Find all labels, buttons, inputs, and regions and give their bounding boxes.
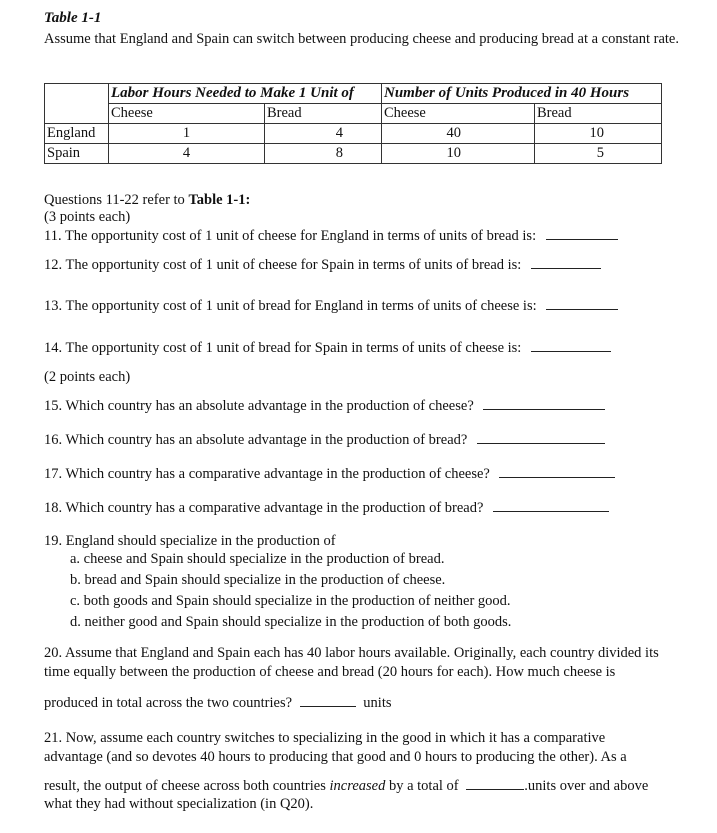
q19-option-d[interactable]: d. neither good and Spain should specialize in the production of both goods. [70, 614, 512, 630]
points-3-note: (3 points each) [44, 209, 131, 225]
answer-blank-14[interactable] [531, 338, 611, 352]
question-21-emphasis: increased [329, 778, 386, 794]
q19-option-a[interactable]: a. cheese and Spain should specialize in the production of bread. [70, 551, 445, 567]
table-row [45, 124, 662, 144]
cell-spain-bread-hours: 8 [265, 144, 382, 164]
col-header-bread-units: Bread [535, 104, 662, 124]
question-13-text: 13. The opportunity cost of 1 unit of bread for England in terms of units of cheese is: [44, 298, 537, 314]
question-15-text: 15. Which country has an absolute advantage in the production of cheese? [44, 398, 474, 414]
units-produced-header: Number of Units Produced in 40 Hours [382, 84, 662, 104]
cell-england-cheese-units: 40 [382, 124, 535, 144]
answer-blank-17[interactable] [499, 464, 615, 478]
answer-blank-15[interactable] [483, 396, 605, 410]
answer-blank-12[interactable] [531, 255, 601, 269]
row-label-england: England [45, 124, 109, 144]
question-14-text: 14. The opportunity cost of 1 unit of bread for Spain in terms of units of cheese is: [44, 340, 522, 356]
question-20-units: units [363, 695, 392, 711]
question-21-last: what they had without specialization (in Q20). [44, 796, 314, 812]
col-header-cheese-units: Cheese [382, 104, 535, 124]
cell-spain-cheese-hours: 4 [109, 144, 265, 164]
question-20-prompt: produced in total across the two countries? [44, 695, 293, 711]
question-19: 19. England should specialize in the production of [44, 533, 336, 549]
question-21-line [44, 776, 648, 796]
question-18 [44, 498, 609, 518]
cell-england-cheese-hours: 1 [109, 124, 265, 144]
question-12-text: 12. The opportunity cost of 1 unit of cheese for Spain in terms of units of bread is: [44, 257, 522, 273]
question-21-prefix: result, the output of cheese across both countries [44, 778, 330, 794]
table-title: Table 1-1 [44, 10, 102, 26]
question-20-line [44, 693, 392, 713]
answer-blank-21[interactable] [466, 776, 524, 790]
question-11-text: 11. The opportunity cost of 1 unit of cheese for England in terms of units of bread is: [44, 228, 537, 244]
section-intro-text: Questions 11-22 refer to [44, 192, 189, 208]
row-label-spain: Spain [45, 144, 109, 164]
section-table-ref: Table 1-1: [188, 192, 251, 208]
question-17 [44, 464, 615, 484]
question-16 [44, 430, 605, 450]
question-16-text: 16. Which country has an absolute advantage in the production of bread? [44, 432, 468, 448]
points-2-note: (2 points each) [44, 369, 131, 385]
question-21-suffix: .units over and above [524, 778, 649, 794]
question-17-text: 17. Which country has a comparative advantage in the production of cheese? [44, 466, 490, 482]
cell-england-bread-hours: 4 [265, 124, 382, 144]
col-header-bread-hours: Bread [265, 104, 382, 124]
col-header-cheese-hours: Cheese [109, 104, 265, 124]
question-13 [44, 296, 618, 316]
question-21-mid: by a total of [385, 778, 459, 794]
q19-option-c[interactable]: c. both goods and Spain should specialize in the production of neither good. [70, 593, 511, 609]
answer-blank-13[interactable] [546, 296, 618, 310]
answer-blank-20[interactable] [300, 693, 356, 707]
question-15 [44, 396, 605, 416]
cell-england-bread-units: 10 [535, 124, 662, 144]
question-11 [44, 226, 618, 246]
question-14 [44, 338, 611, 358]
labor-hours-header: Labor Hours Needed to Make 1 Unit of [109, 84, 382, 104]
answer-blank-16[interactable] [477, 430, 605, 444]
cell-spain-bread-units: 5 [535, 144, 662, 164]
question-18-text: 18. Which country has a comparative advantage in the production of bread? [44, 500, 484, 516]
question-12 [44, 255, 601, 275]
cell-spain-cheese-units: 10 [382, 144, 535, 164]
question-20-text: 20. Assume that England and Spain each has 40 labor hours available. Originally, each country divided its time equally between the production of cheese and bread (20 hours for each). How much cheese is [44, 645, 659, 680]
table-intro: Assume that England and Spain can switch between producing cheese and producing bread at a constant rate. [44, 31, 679, 47]
answer-blank-18[interactable] [493, 498, 609, 512]
corner-cell [45, 84, 109, 124]
answer-blank-11[interactable] [546, 226, 618, 240]
table-row [45, 144, 662, 164]
q19-option-b[interactable]: b. bread and Spain should specialize in the production of cheese. [70, 572, 446, 588]
data-table [44, 83, 662, 164]
question-21-text: 21. Now, assume each country switches to specializing in the good in which it has a comparative advantage (and so devotes 40 hours to producing that good and 0 hours to producing the other). As a [44, 730, 627, 765]
